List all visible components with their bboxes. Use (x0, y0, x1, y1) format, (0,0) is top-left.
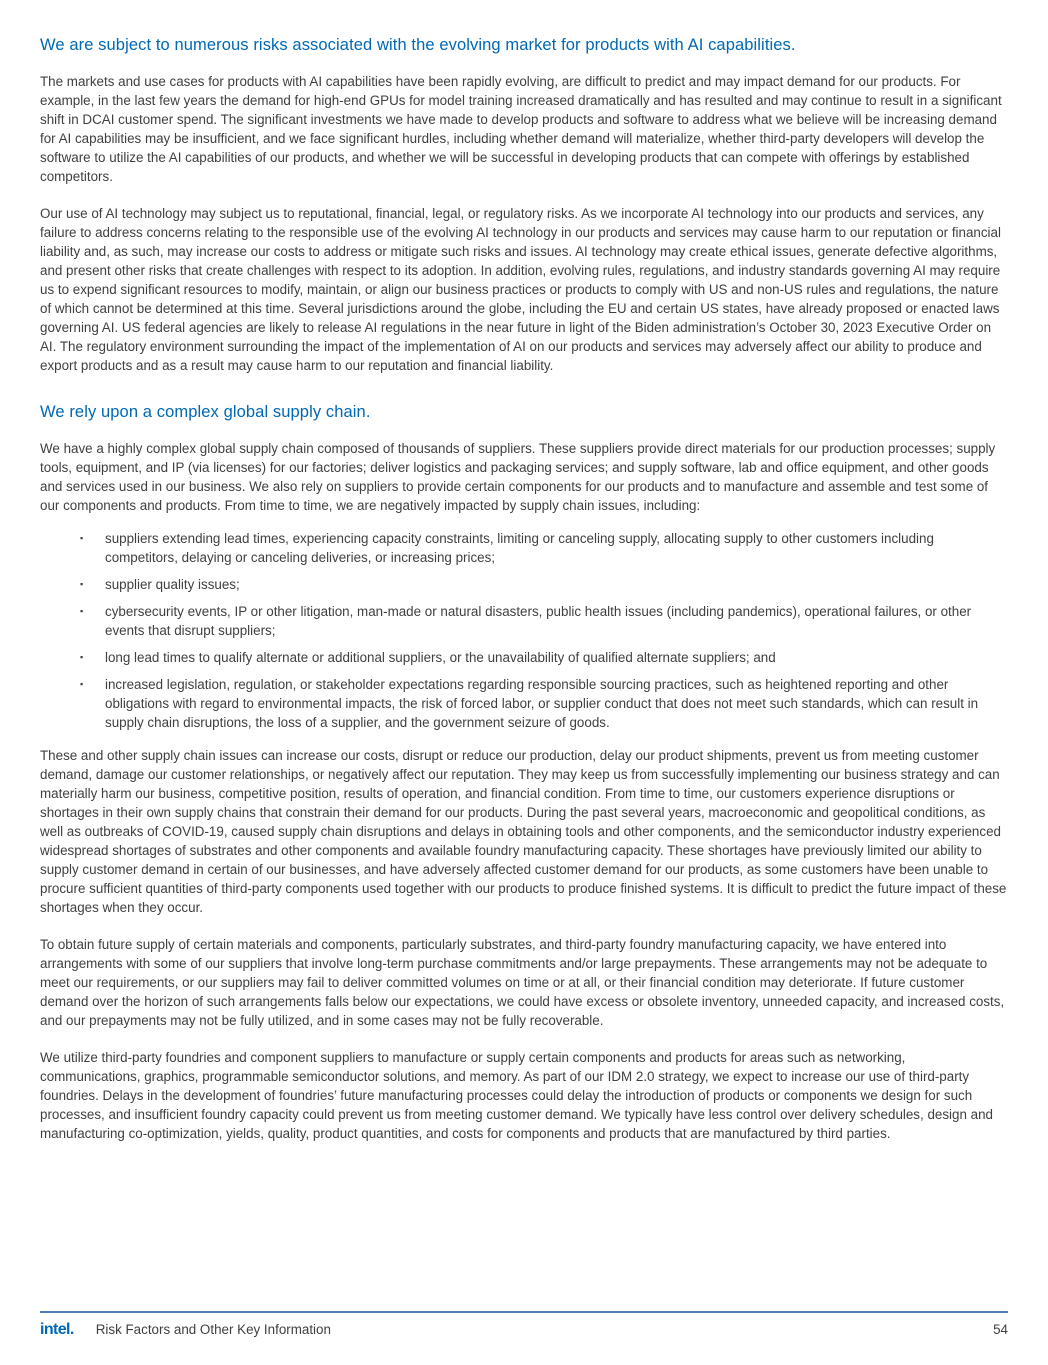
list-item (40, 529, 1008, 567)
page-footer (40, 1311, 1008, 1339)
bullet-icon: ▪ (80, 679, 84, 689)
list-item-text: cybersecurity events, IP or other litigation, man-made or natural disasters, public health issues (including pandemics), operational failures, or other events that disrupt suppliers; (105, 604, 972, 638)
list-item-text: supplier quality issues; (105, 577, 240, 592)
paragraph-supply-impacts: These and other supply chain issues can increase our costs, disrupt or reduce our production, delay our product shipments, prevent us from meeting customer demand, damage our customer relationships, or negatively affect our reputation. They may keep us from successfully implementing our business strategy and can materially harm our business, competitive position, results of operation, and financial condition. From time to time, our customers experience disruptions or shortages in their own supply chains that constrain their demand for our products. During the past several years, macroeconomic and geopolitical conditions, as well as outbreaks of COVID-19, caused supply chain disruptions and delays in obtaining tools and other components, and the semiconductor industry experienced widespread shortages of substrates and other components and available foundry manufacturing capacity. These shortages have previously limited our ability to supply customer demand in certain of our businesses, and have adversely affected customer demand for our products, as some customers have been unable to procure sufficient quantities of third-party components used together with our products to produce finished systems. It is difficult to predict the future impact of these shortages when they occur. (40, 748, 1007, 915)
list-item (40, 602, 1008, 640)
list-item-text: increased legislation, regulation, or stakeholder expectations regarding responsible sourcing practices, such as heightened reporting and other obligations with regard to environmental impacts, the risk of forced labor, or supplier conduct that does not meet such standards, which can result in supply chain disruptions, the loss of a supplier, and the government seizure of goods. (105, 677, 979, 730)
intel-logo: intel. (40, 1321, 74, 1338)
list-item (40, 675, 1008, 732)
section-heading-supply-chain: We rely upon a complex global supply chain. (40, 403, 371, 421)
bullet-icon: ▪ (80, 652, 84, 662)
footer-section-label: Risk Factors and Other Key Information (95, 1322, 331, 1337)
paragraph-supply-intro: We have a highly complex global supply chain composed of thousands of suppliers. These suppliers provide direct materials for our production processes; supply tools, equipment, and IP (via licenses) for our factories; deliver logistics and packaging services; and supply software, lab and office equipment, and other goods and services used in our business. We also rely on suppliers to provide certain components for our products and to manufacture and assemble and test some of our components and products. From time to time, we are negatively impacted by supply chain issues, including: (40, 441, 996, 513)
paragraph-supply-arrangements: To obtain future supply of certain materials and components, particularly substrates, and third-party foundry manufacturing capacity, we have entered into arrangements with some of our suppliers that involve long-term purchase commitments and/or large prepayments. These arrangements may not be adequate to meet our requirements, or our suppliers may fail to deliver committed volumes on time or at all, or their financial condition may deteriorate. If future customer demand over the horizon of such arrangements falls below our expectations, we could have excess or obsolete inventory, unneeded capacity, and increased costs, and our prepayments may not be fully utilized, and in some cases may not be fully recoverable. (40, 937, 1005, 1028)
list-item (40, 575, 1008, 594)
bullet-icon: ▪ (80, 533, 84, 543)
list-item (40, 648, 1008, 667)
paragraph-third-party-foundries: We utilize third-party foundries and component suppliers to manufacture or supply certain components and products for areas such as networking, communications, graphics, programmable semiconductor solutions, and memory. As part of our IDM 2.0 strategy, we expect to increase our use of third-party foundries. Delays in the development of foundries’ future manufacturing processes could delay the introduction of products or components we design for such processes, and insufficient foundry capacity could prevent us from meeting customer demand. We typically have less control over delivery schedules, design and manufacturing co-optimization, yields, quality, product quantities, and costs for components and products that are manufactured by third parties. (40, 1050, 993, 1141)
list-item-text: suppliers extending lead times, experiencing capacity constraints, limiting or canceling supply, allocating supply to other customers including competitors, delaying or canceling deliveries, or increasing prices; (105, 531, 934, 565)
paragraph-ai-regulatory: Our use of AI technology may subject us to reputational, financial, legal, or regulatory risks. As we incorporate AI technology into our products and services, any failure to address concerns relating to the responsible use of the evolving AI technology in our products and services may cause harm to our reputation or financial liability and, as such, may increase our costs to address or mitigate such risks and issues. AI technology may create ethical issues, generate defective algorithms, and present other risks that create challenges with respect to its adoption. In addition, evolving rules, regulations, and industry standards governing AI may require us to expend significant resources to modify, maintain, or align our business practices or products to comply with US and non-US rules and regulations, the nature of which cannot be determined at this time. Several jurisdictions around the globe, including the EU and certain US states, have already proposed or enacted laws governing AI. US federal agencies are likely to release AI regulations in the near future in light of the Biden administration’s October 30, 2023 Executive Order on AI. The regulatory environment surrounding the impact of the implementation of AI on our products and services may adversely affect our ability to produce and export products and as a result may cause harm to our reputation and financial liability. (40, 206, 1001, 373)
supply-chain-issues-list (40, 529, 1008, 732)
section-heading-ai-risks: We are subject to numerous risks associated with the evolving market for products with AI capabilities. (40, 36, 796, 54)
list-item-text: long lead times to qualify alternate or additional suppliers, or the unavailability of qualified alternate suppliers; and (105, 650, 776, 665)
page-number: 54 (993, 1322, 1008, 1337)
bullet-icon: ▪ (80, 606, 84, 616)
bullet-icon: ▪ (80, 579, 84, 589)
paragraph-ai-market: The markets and use cases for products with AI capabilities have been rapidly evolving, are difficult to predict and may impact demand for our products. For example, in the last few years the demand for high-end GPUs for model training increased dramatically and has resulted and may continue to result in a significant shift in DCAI customer spend. The significant investments we have made to develop products and software to address what we believe will be increasing demand for AI capabilities may be insufficient, and we face significant hurdles, including whether demand will materialize, whether third-party developers will develop the software to utilize the AI capabilities of our products, and whether we will be successful in developing products that can compete with offerings by established competitors. (40, 74, 1002, 184)
